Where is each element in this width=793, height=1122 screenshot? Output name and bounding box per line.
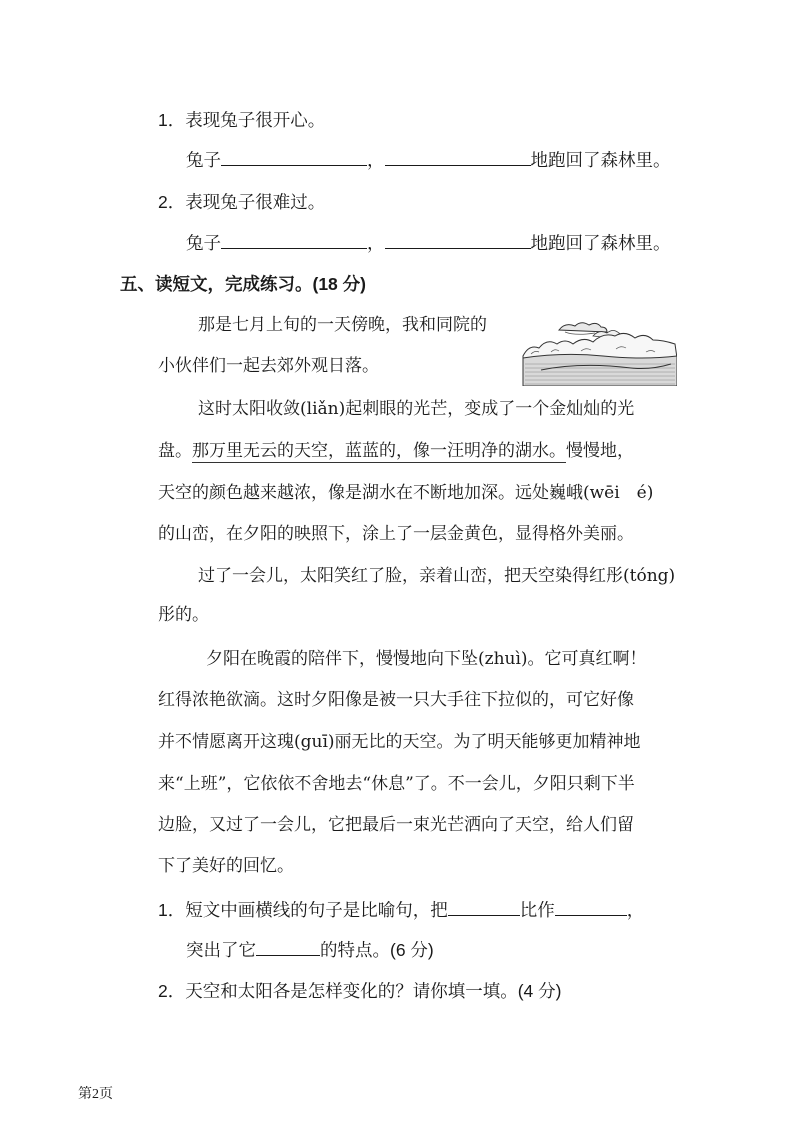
passage-line: 红得浓艳欲滴。这时夕阳像是被一只大手往下拉似的，可它好像: [158, 690, 634, 710]
q4-item2: 2．表现兔子很难过。: [158, 192, 326, 212]
question-1-cont: 突出了它 的特点。(6 分): [186, 937, 434, 962]
answer-blank[interactable]: [385, 147, 531, 166]
passage-line: 夕阳在晚霞的陪伴下，慢慢地向下坠(zhuì)。它可真红啊！: [206, 649, 647, 669]
passage-line: 这时太阳收敛(liǎn)起刺眼的光芒，变成了一个金灿灿的光: [198, 399, 635, 419]
page-number: 第2页: [78, 1087, 113, 1102]
passage-line: 小伙伴们一起去郊外观日落。: [158, 356, 379, 376]
passage-line: 边脸，又过了一会儿，它把最后一束光芒洒向了天空，给人们留: [158, 815, 634, 835]
passage-line: 下了美好的回忆。: [158, 856, 294, 876]
passage-line: 来“上班”，它依依不舍地去“休息”了。不一会儿，夕阳只剩下半: [158, 774, 635, 794]
q4-item1-fill: 兔子 ， 地跑回了森林里。: [186, 147, 671, 172]
answer-blank[interactable]: [256, 937, 320, 956]
answer-blank[interactable]: [385, 230, 531, 249]
answer-blank[interactable]: [448, 897, 520, 916]
q4-item2-fill: 兔子 ， 地跑回了森林里。: [186, 230, 671, 255]
passage-line: 盘。那万里无云的天空，蓝蓝的，像一汪明净的湖水。慢慢地，: [158, 441, 634, 461]
question-1: 1．短文中画横线的句子是比喻句，把 比作 ，: [158, 897, 644, 922]
passage-line: 过了一会儿，太阳笑红了脸，亲着山峦，把天空染得红彤(tóng): [198, 566, 676, 586]
answer-blank[interactable]: [555, 897, 627, 916]
answer-blank[interactable]: [221, 230, 367, 249]
underlined-sentence: 那万里无云的天空，蓝蓝的，像一汪明净的湖水。: [192, 441, 566, 461]
sunset-landscape-icon: [521, 318, 677, 386]
passage-line: 彤的。: [158, 605, 209, 625]
question-2: 2．天空和太阳各是怎样变化的？请你填一填。(4 分): [158, 981, 562, 1001]
passage-line: 那是七月上旬的一天傍晚，我和同院的: [198, 315, 487, 335]
section-heading: 五、读短文，完成练习。(18 分): [120, 274, 366, 294]
passage-line: 天空的颜色越来越浓，像是湖水在不断地加深。远处巍峨(wēi é): [158, 483, 654, 503]
answer-blank[interactable]: [221, 147, 367, 166]
passage-line: 的山峦，在夕阳的映照下，涂上了一层金黄色，显得格外美丽。: [158, 524, 634, 544]
q4-item1: 1．表现兔子很开心。: [158, 110, 326, 130]
passage-line: 并不情愿离开这瑰(guī)丽无比的天空。为了明天能够更加精神地: [158, 732, 641, 752]
